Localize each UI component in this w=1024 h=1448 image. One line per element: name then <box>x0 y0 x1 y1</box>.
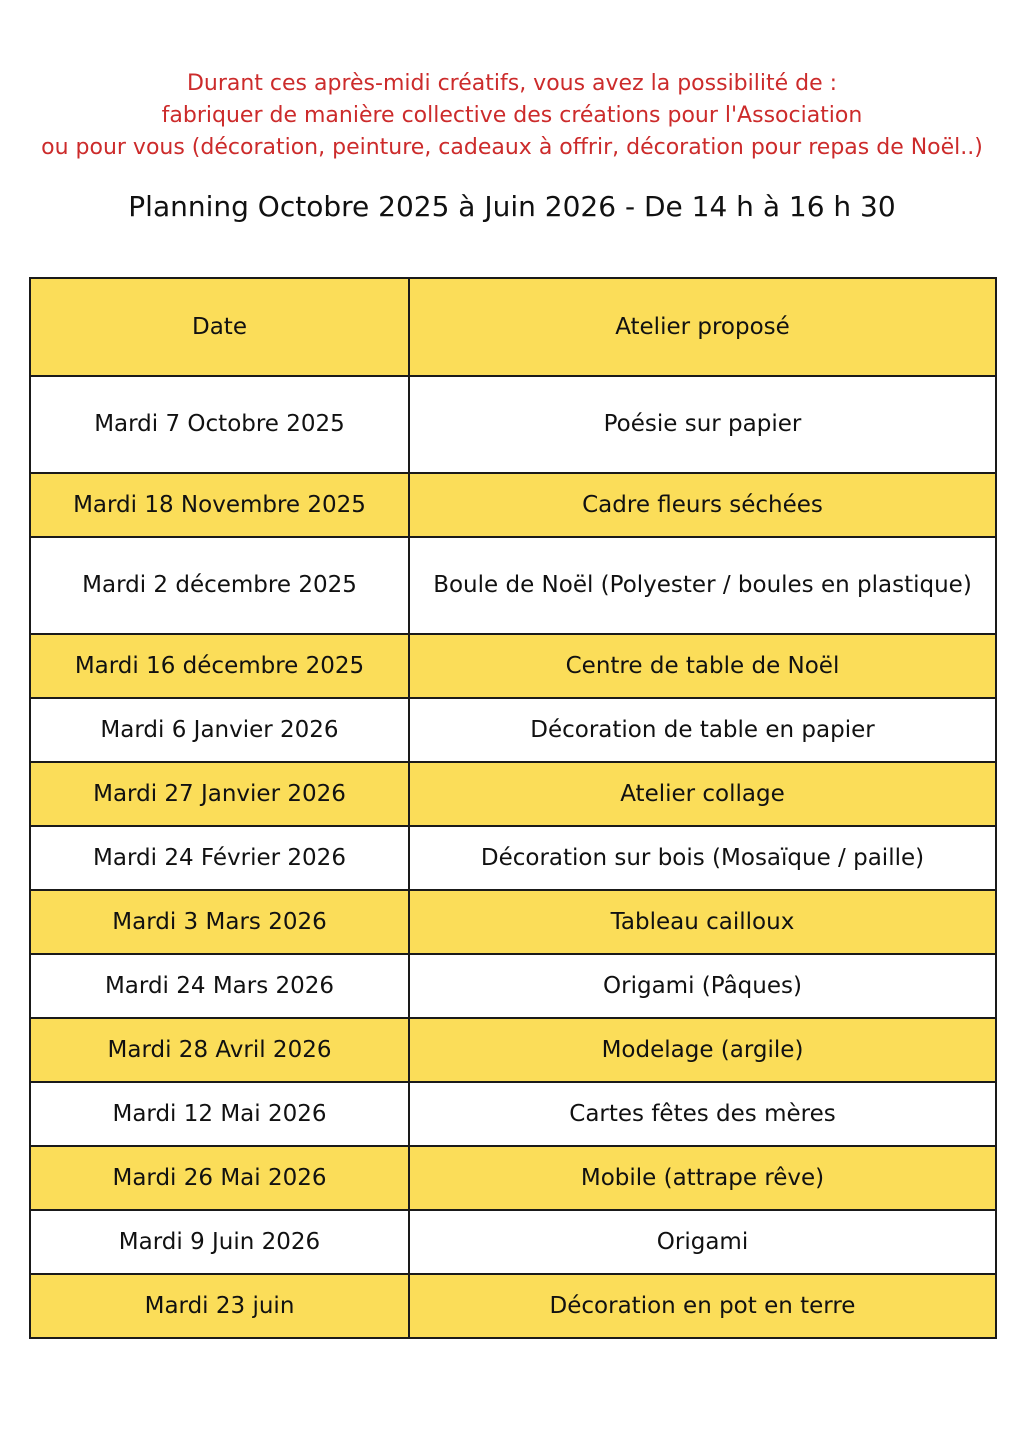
header-date: Date <box>30 278 409 376</box>
table-row <box>30 376 996 473</box>
row-date: Mardi 16 décembre 2025 <box>30 634 409 698</box>
row-date: Mardi 7 Octobre 2025 <box>30 376 409 473</box>
table-row <box>30 1274 996 1338</box>
row-date: Mardi 24 Février 2026 <box>30 826 409 890</box>
table-row <box>30 1082 996 1146</box>
row-date: Mardi 24 Mars 2026 <box>30 954 409 1018</box>
row-date: Mardi 26 Mai 2026 <box>30 1146 409 1210</box>
row-atelier: Décoration en pot en terre <box>409 1274 996 1338</box>
table-row <box>30 1146 996 1210</box>
row-atelier: Mobile (attrape rêve) <box>409 1146 996 1210</box>
row-atelier: Cadre fleurs séchées <box>409 473 996 537</box>
row-date: Mardi 6 Janvier 2026 <box>30 698 409 762</box>
table-row <box>30 1018 996 1082</box>
table-row <box>30 954 996 1018</box>
row-date: Mardi 12 Mai 2026 <box>30 1082 409 1146</box>
row-atelier: Boule de Noël (Polyester / boules en plastique) <box>409 537 996 634</box>
row-atelier: Poésie sur papier <box>409 376 996 473</box>
row-atelier: Atelier collage <box>409 762 996 826</box>
row-atelier: Modelage (argile) <box>409 1018 996 1082</box>
schedule-table <box>29 277 997 1339</box>
table-row <box>30 698 996 762</box>
intro-line: fabriquer de manière collective des créations pour l'Association <box>161 103 863 128</box>
row-atelier: Tableau cailloux <box>409 890 996 954</box>
row-atelier: Centre de table de Noël <box>409 634 996 698</box>
row-atelier: Cartes fêtes des mères <box>409 1082 996 1146</box>
table-header-row <box>30 278 996 376</box>
row-date: Mardi 9 Juin 2026 <box>30 1210 409 1274</box>
row-atelier: Décoration de table en papier <box>409 698 996 762</box>
row-atelier: Origami <box>409 1210 996 1274</box>
table-row <box>30 1210 996 1274</box>
table-row <box>30 890 996 954</box>
table-row <box>30 634 996 698</box>
header-atelier: Atelier proposé <box>409 278 996 376</box>
row-date: Mardi 18 Novembre 2025 <box>30 473 409 537</box>
row-atelier: Décoration sur bois (Mosaïque / paille) <box>409 826 996 890</box>
row-date: Mardi 27 Janvier 2026 <box>30 762 409 826</box>
row-date: Mardi 3 Mars 2026 <box>30 890 409 954</box>
planning-title: Planning Octobre 2025 à Juin 2026 - De 14 h à 16 h 30 <box>128 190 896 223</box>
row-date: Mardi 23 juin <box>30 1274 409 1338</box>
intro-line: Durant ces après-midi créatifs, vous avez la possibilité de : <box>186 71 838 96</box>
table-row <box>30 537 996 634</box>
table-row <box>30 826 996 890</box>
table-row <box>30 762 996 826</box>
table-row <box>30 473 996 537</box>
intro-text <box>0 68 1024 164</box>
intro-line: ou pour vous (décoration, peinture, cadeaux à offrir, décoration pour repas de Noël..) <box>41 135 983 160</box>
row-atelier: Origami (Pâques) <box>409 954 996 1018</box>
row-date: Mardi 2 décembre 2025 <box>30 537 409 634</box>
row-date: Mardi 28 Avril 2026 <box>30 1018 409 1082</box>
